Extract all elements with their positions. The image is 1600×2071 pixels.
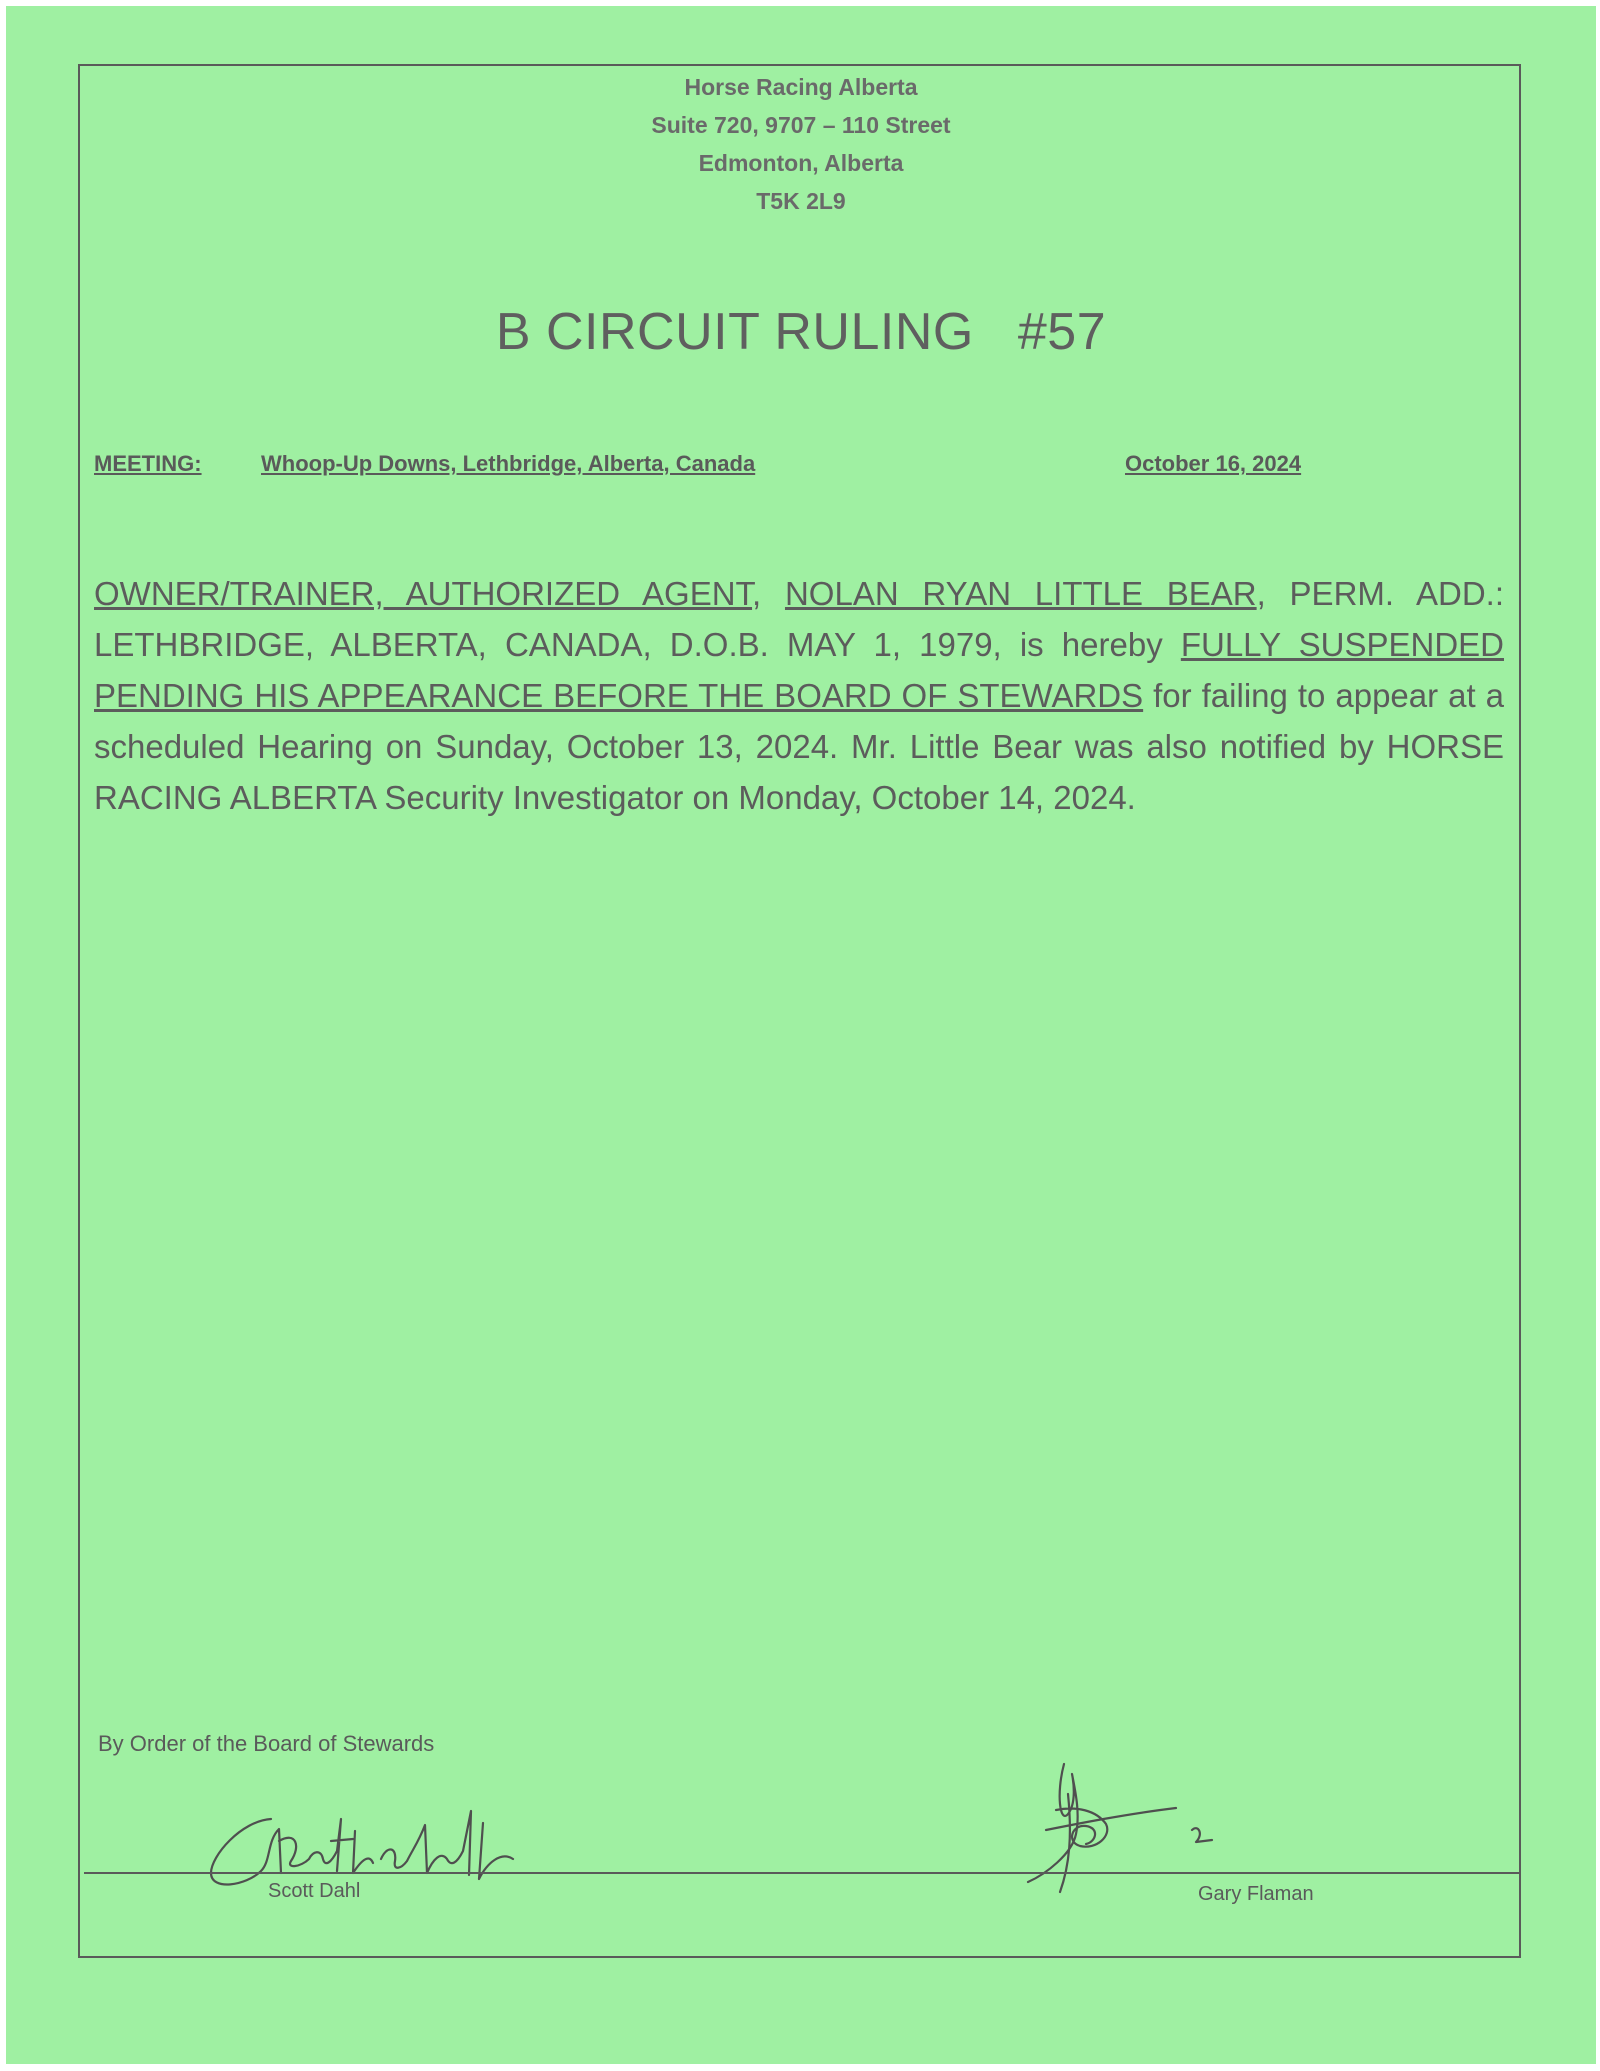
licensee-details: , PERM. ADD.: LETHBRIDGE, ALBERTA, CANADA, D.O.B. MAY 1, 1979, is hereby bbox=[94, 575, 1504, 663]
org-city: Edmonton, Alberta bbox=[698, 150, 904, 176]
document-page bbox=[6, 6, 1596, 2064]
licensee-role: OWNER/TRAINER, AUTHORIZED AGENT bbox=[94, 575, 753, 612]
ruling-body bbox=[94, 568, 1504, 823]
separator: , bbox=[752, 575, 785, 612]
signature-line bbox=[84, 1872, 1521, 1874]
ruling-number: #57 bbox=[1017, 303, 1107, 361]
ruling-title-text: B CIRCUIT RULING bbox=[495, 303, 974, 361]
meeting-row bbox=[94, 451, 1596, 481]
steward-name-gary-flaman: Gary Flaman bbox=[1198, 1883, 1314, 1905]
steward-name-scott-dahl: Scott Dahl bbox=[268, 1880, 361, 1902]
meeting-label: MEETING: bbox=[94, 451, 202, 476]
org-name: Horse Racing Alberta bbox=[684, 74, 918, 100]
org-address: Suite 720, 9707 – 110 Street bbox=[651, 112, 951, 138]
licensee-name: NOLAN RYAN LITTLE BEAR bbox=[784, 575, 1257, 612]
document-frame bbox=[78, 64, 1521, 1958]
scott-dahl-signature bbox=[201, 1801, 531, 1901]
meeting-venue: Whoop-Up Downs, Lethbridge, Alberta, Canada bbox=[261, 451, 756, 476]
meeting-date: October 16, 2024 bbox=[1125, 451, 1302, 476]
penalty-text: FULLY SUSPENDED PENDING HIS APPEARANCE BEFORE THE BOARD OF STEWARDS bbox=[94, 626, 1504, 714]
ruling-reason: for failing to appear at a scheduled Hearing on Sunday, October 13, 2024. Mr. Little Bear was also notified by HORSE RACING ALBERTA Security Investigator on Monday, October 14, 2024. bbox=[94, 677, 1504, 816]
order-statement: By Order of the Board of Stewards bbox=[98, 1731, 435, 1756]
org-postal-code: T5K 2L9 bbox=[756, 188, 846, 214]
